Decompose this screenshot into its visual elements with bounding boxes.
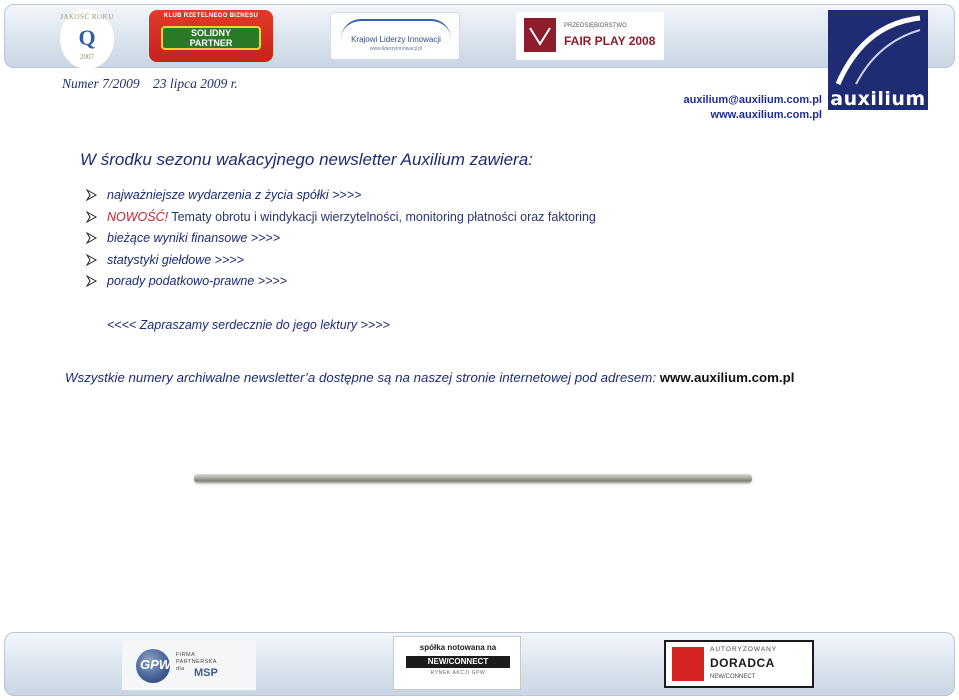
jakosc-q-letter: Q [78,25,96,50]
issue-date: 23 lipca 2009 r. [153,76,238,91]
doradca-sub: NEW/CONNECT [710,674,756,680]
arrow-bullet-icon [86,232,98,244]
headline: W środku sezonu wakacyjnego newsletter Auxilium zawiera: [80,150,533,169]
header-bar [4,4,955,68]
jakosc-roku-label: JAKOŚĆ ROKU [60,13,114,21]
arrow-bullet-icon [86,254,98,266]
list-item[interactable] [86,188,596,210]
gpw-mark: GPW [140,657,172,672]
solidny-partner-logo [149,10,273,62]
liderzy-innowacji-logo [330,12,460,60]
new-tag: NOWOŚĆ! [107,209,169,224]
item-text: bieżące wyniki finansowe >>>> [107,231,281,245]
doradca-main: DORADCA [710,656,775,670]
contents-list [86,188,596,296]
archive-link[interactable]: www.auxilium.com.pl [659,370,795,385]
list-item[interactable] [86,210,596,232]
item-text: Tematy obrotu i windykacji wierzytelności, monitoring płatności oraz faktoring [168,209,596,224]
solidny-line2: PARTNER [189,38,233,48]
spolka-band [406,656,510,668]
list-item[interactable] [86,231,596,253]
doradca-red-mark-icon [672,647,704,681]
fair-play-logo [516,12,664,60]
fair-play-mark-icon [524,18,556,52]
jakosc-roku-logo [60,9,114,69]
separator-rod [194,474,752,483]
contact-website-link[interactable]: www.auxilium.com.pl [710,109,822,121]
list-item[interactable] [86,274,596,296]
invite-text: <<<< Zapraszamy serdecznie do jego lektury >>>> [107,318,390,332]
archive-text: Wszystkie numery archiwalne newsletter’a dostępne są na naszej stronie internetowej pod adresem: [65,370,660,385]
item-text: porady podatkowo-prawne >>>> [107,274,287,288]
arrow-bullet-icon [86,189,98,201]
auxilium-wordmark: auxilium [830,88,926,110]
gpw-msp-label: MSP [194,667,218,679]
gpw-sub1: FIRMA [176,652,196,658]
arrow-bullet-icon [86,275,98,287]
auxilium-logo [828,10,928,110]
archive-line [65,370,794,385]
issue-line [62,76,248,92]
arrow-bullet-icon [86,211,98,223]
solidny-line1: SOLIDNY [190,28,231,38]
liderzy-title: Krajowi Liderzy Innowacji [351,35,441,44]
spolka-sub: RYNEK AKCJI GPW [430,670,486,676]
spolka-title: spółka notowana na [419,643,497,652]
item-text: statystyki giełdowe >>>> [107,252,244,267]
solidny-band [161,26,261,50]
fair-play-big-label: FAIR PLAY 2008 [564,34,656,48]
autoryzowany-doradca-logo [664,640,814,688]
solidny-top-label: KLUB RZETELNEGO BIZNESU [163,13,259,19]
contact-email-link[interactable]: auxilium@auxilium.com.pl [683,94,822,106]
list-item[interactable] [86,253,596,275]
doradca-top: AUTORYZOWANY [710,646,778,653]
issue-number: Numer 7/2009 [62,76,140,91]
fair-play-small-label: PRZEDSIĘBIORSTWO [564,23,627,29]
spolka-newconnect-logo [393,636,521,690]
contacts [684,93,822,123]
gpw-sub2: PARTNERSKA [176,659,217,665]
liderzy-url: www.liderzyinnowacji.pl [369,46,423,52]
gpw-msp-logo [122,640,256,690]
spolka-band-label: NEW/CONNECT [427,657,489,666]
item-text: najważniejsze wydarzenia z życia spółki >>>> [107,188,362,202]
jakosc-year: 2007 [80,53,94,61]
auxilium-swoosh-icon [834,14,922,86]
gpw-sub3: dla [176,666,185,672]
